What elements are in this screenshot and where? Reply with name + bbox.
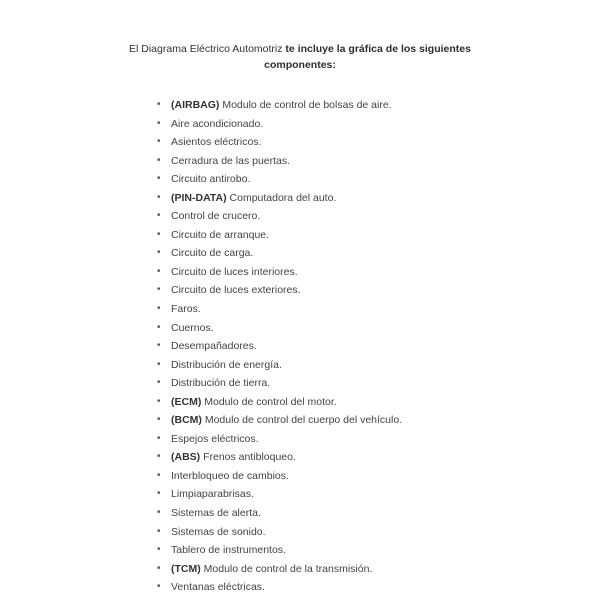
bullet-icon: • (157, 451, 161, 463)
bullet-icon: • (157, 228, 161, 240)
component-description: Computadora del auto. (226, 191, 337, 204)
list-item (157, 281, 402, 300)
component-description: Tablero de instrumentos. (171, 544, 286, 557)
list-item (157, 263, 402, 282)
bullet-icon: • (157, 247, 161, 259)
component-description: Ventanas eléctricas. (171, 581, 265, 594)
component-description: Sistemas de alerta. (171, 507, 261, 520)
component-description: Frenos antibloqueo. (200, 451, 296, 464)
bullet-icon: • (157, 321, 161, 333)
list-item (157, 244, 402, 263)
list-item (157, 226, 402, 245)
component-description: Modulo de control del cuerpo del vehículo. (201, 414, 403, 427)
component-description: Modulo de control de la transmisión. (200, 562, 373, 575)
bullet-icon: • (157, 136, 161, 148)
component-description: Limpiaparabrisas. (171, 488, 254, 501)
component-code: (ABS) (171, 451, 201, 464)
list-item (157, 152, 402, 171)
list-item (157, 485, 402, 504)
component-description: Circuito de arranque. (171, 228, 270, 241)
list-item (157, 115, 402, 134)
bullet-icon: • (157, 154, 161, 166)
components-list (157, 96, 402, 597)
component-code: (PIN-DATA) (171, 191, 227, 204)
component-description: Cuernos. (171, 321, 214, 334)
intro-bold-text: te incluye la gráfica de los siguientes componentes: (264, 43, 471, 71)
component-description: Cerradura de las puertas. (171, 154, 291, 167)
component-description: Asientos eléctricos. (171, 136, 262, 149)
component-description: Distribución de tierra. (171, 377, 271, 390)
list-item (157, 541, 402, 560)
component-description: Aire acondicionado. (171, 117, 264, 130)
list-item (157, 133, 402, 152)
bullet-icon: • (157, 544, 161, 556)
intro-text: El Diagrama Eléctrico Automotriz (129, 43, 286, 55)
bullet-icon: • (157, 432, 161, 444)
list-item (157, 578, 402, 597)
component-description: Modulo de control del motor. (201, 395, 337, 408)
list-item (157, 448, 402, 467)
component-description: Control de crucero. (171, 210, 261, 223)
component-description: Interbloqueo de cambios. (171, 469, 289, 482)
component-description: Circuito de carga. (171, 247, 254, 260)
component-description: Circuito antirobo. (171, 173, 251, 186)
bullet-icon: • (157, 191, 161, 203)
component-description: Circuito de luces interiores. (171, 265, 298, 278)
component-description: Modulo de control de bolsas de aire. (219, 99, 392, 111)
list-item (157, 374, 402, 393)
bullet-icon: • (157, 303, 161, 315)
list-item (157, 523, 402, 542)
list-item (157, 504, 402, 523)
component-description: Espejos eléctricos. (171, 432, 259, 445)
bullet-icon: • (157, 99, 161, 110)
list-item (157, 411, 402, 430)
bullet-icon: • (157, 117, 161, 129)
component-description: Circuito de luces exteriores. (171, 284, 301, 297)
bullet-icon: • (157, 562, 161, 574)
bullet-icon: • (157, 284, 161, 296)
bullet-icon: • (157, 173, 161, 185)
list-item (157, 356, 402, 375)
list-item (157, 430, 402, 449)
bullet-icon: • (157, 414, 161, 426)
component-code: (BCM) (171, 414, 202, 427)
bullet-icon: • (157, 377, 161, 389)
list-item (157, 189, 402, 208)
list-item (157, 467, 402, 486)
bullet-icon: • (157, 581, 161, 593)
component-code: (TCM) (171, 562, 201, 575)
list-item (157, 300, 402, 319)
component-description: Sistemas de sonido. (171, 525, 266, 538)
list-item (157, 560, 402, 579)
list-item (157, 393, 402, 412)
intro-paragraph (100, 41, 500, 73)
component-description: Distribución de energía. (171, 358, 282, 371)
bullet-icon: • (157, 265, 161, 277)
component-code: (ECM) (171, 395, 202, 408)
bullet-icon: • (157, 395, 161, 407)
bullet-icon: • (157, 525, 161, 537)
list-item (157, 337, 402, 356)
bullet-icon: • (157, 340, 161, 352)
bullet-icon: • (157, 469, 161, 481)
bullet-icon: • (157, 210, 161, 222)
bullet-icon: • (157, 358, 161, 370)
list-item (157, 319, 402, 338)
bullet-icon: • (157, 507, 161, 519)
list-item (157, 170, 402, 189)
list-item (157, 96, 402, 115)
list-item (157, 207, 402, 226)
component-description: Faros. (171, 303, 201, 316)
component-description: Desempañadores. (171, 340, 257, 353)
bullet-icon: • (157, 488, 161, 500)
component-code: (AIRBAG) (171, 99, 220, 111)
